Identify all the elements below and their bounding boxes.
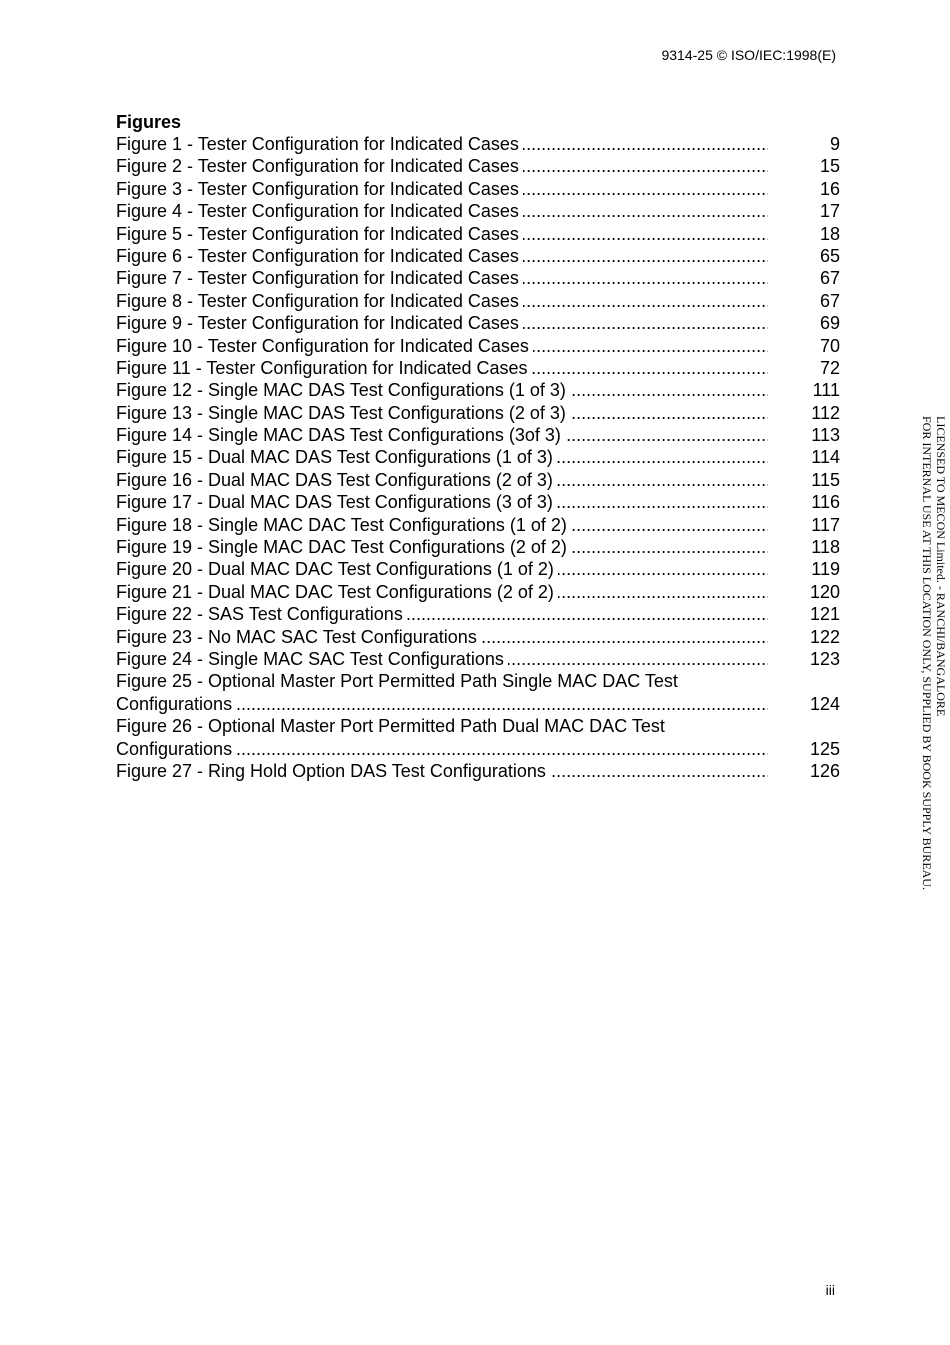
toc-entries <box>116 133 840 782</box>
toc-entry-leader <box>116 312 768 334</box>
toc-title: Figures <box>116 112 182 132</box>
toc-entry[interactable] <box>116 603 840 625</box>
toc-entry[interactable] <box>116 245 840 267</box>
toc-entry-leader <box>116 760 768 782</box>
toc-entry-page-number: 67 <box>819 268 840 289</box>
toc-entry[interactable] <box>116 670 840 715</box>
toc-entry-page-number: 17 <box>819 201 840 222</box>
toc-entry-title: Figure 22 - SAS Test Configurations <box>116 604 407 624</box>
toc-entry-page-number: 65 <box>819 245 840 266</box>
toc-entry[interactable] <box>116 648 840 670</box>
toc-entry-page-number: 117 <box>811 514 840 535</box>
toc-entry[interactable] <box>116 379 840 401</box>
toc-entry-page-number: 18 <box>819 223 840 244</box>
toc-entry-title: Figure 14 - Single MAC DAS Test Configurations (3of 3) <box>116 425 565 445</box>
toc-entry-page-number: 119 <box>811 559 840 580</box>
toc-entry-title: Figure 10 - Tester Configuration for Indicated Cases <box>116 336 533 356</box>
toc-entry-page-number: 121 <box>809 604 840 625</box>
toc-entry-leader <box>116 603 768 625</box>
toc-entry-leader <box>116 267 768 289</box>
toc-entry-page-number: 113 <box>811 425 840 446</box>
toc-entry[interactable] <box>116 760 840 782</box>
toc-entry-title: Figure 3 - Tester Configuration for Indicated Cases <box>116 179 523 199</box>
toc-entry-leader <box>116 738 768 760</box>
toc-entry-leader <box>116 133 768 155</box>
toc-entry-title: Figure 13 - Single MAC DAS Test Configurations (2 of 3) <box>116 403 570 423</box>
toc-entry-leader <box>116 155 768 177</box>
toc-entry-page-number: 116 <box>811 492 840 513</box>
toc-entry[interactable] <box>116 558 840 580</box>
toc-entry-page-number: 72 <box>819 357 840 378</box>
toc-entry-title: Figure 8 - Tester Configuration for Indicated Cases <box>116 291 523 311</box>
running-header: 9314-25 © ISO/IEC:1998(E) <box>661 47 836 63</box>
toc-entry-title: Figure 17 - Dual MAC DAS Test Configurations (3 of 3) <box>116 492 557 512</box>
toc-entry-leader <box>116 693 768 715</box>
toc-entry[interactable] <box>116 357 840 379</box>
toc-entry-page-number: 70 <box>819 335 840 356</box>
toc-entry-title: Figure 21 - Dual MAC DAC Test Configurations (2 of 2) <box>116 582 558 602</box>
toc-entry-title: Figure 4 - Tester Configuration for Indicated Cases <box>116 201 523 221</box>
toc-entry[interactable] <box>116 155 840 177</box>
toc-entry-title: Figure 2 - Tester Configuration for Indicated Cases <box>116 156 523 176</box>
toc-entry-title: Figure 5 - Tester Configuration for Indicated Cases <box>116 224 523 244</box>
page-number: iii <box>825 1282 835 1298</box>
toc-entry-title: Figure 20 - Dual MAC DAC Test Configurations (1 of 2) <box>116 559 558 579</box>
toc-entry-page-number: 124 <box>809 693 840 714</box>
toc-entry[interactable] <box>116 536 840 558</box>
toc-entry-title-continued: Configurations <box>116 739 236 759</box>
toc-entry-title: Figure 9 - Tester Configuration for Indicated Cases <box>116 313 523 333</box>
toc-entry-page-number: 122 <box>809 626 840 647</box>
toc-entry-page-number: 123 <box>809 648 840 669</box>
toc-entry-page-number: 120 <box>809 581 840 602</box>
toc-entry[interactable] <box>116 312 840 334</box>
toc-entry-leader <box>116 290 768 312</box>
toc-entry[interactable] <box>116 335 840 357</box>
toc-entry[interactable] <box>116 581 840 603</box>
toc-entry-page-number: 115 <box>811 469 840 490</box>
toc-entry[interactable] <box>116 446 840 468</box>
toc-entry-page-number: 111 <box>812 380 840 401</box>
toc-entry-leader <box>116 469 768 491</box>
toc-entry[interactable] <box>116 491 840 513</box>
toc-entry-title: Figure 12 - Single MAC DAS Test Configurations (1 of 3) <box>116 380 570 400</box>
toc-entry-leader <box>116 536 768 558</box>
toc-entry-leader <box>116 335 768 357</box>
toc-entry-page-number: 126 <box>809 760 840 781</box>
license-watermark <box>918 416 948 936</box>
toc-entry-leader <box>116 491 768 513</box>
toc-entry-page-number: 112 <box>811 402 840 423</box>
toc-entry[interactable] <box>116 290 840 312</box>
toc-entry[interactable] <box>116 200 840 222</box>
toc-entry[interactable] <box>116 514 840 536</box>
toc-entry[interactable] <box>116 223 840 245</box>
toc-entry[interactable] <box>116 469 840 491</box>
toc-entry-leader <box>116 402 768 424</box>
toc-entry[interactable] <box>116 133 840 155</box>
license-line-2: FOR INTERNAL USE AT THIS LOCATION ONLY, SUPPLIED BY BOOK SUPPLY BUREAU. <box>920 416 934 890</box>
toc-entry[interactable] <box>116 626 840 648</box>
toc-entry-leader <box>116 514 768 536</box>
toc-entry[interactable] <box>116 267 840 289</box>
toc-entry-title: Figure 27 - Ring Hold Option DAS Test Configurations <box>116 761 550 781</box>
toc-entry-page-number: 114 <box>811 447 840 468</box>
toc-entry-title: Figure 15 - Dual MAC DAS Test Configurations (1 of 3) <box>116 447 557 467</box>
toc-entry-page-number: 16 <box>819 178 840 199</box>
toc-entry-title: Figure 7 - Tester Configuration for Indicated Cases <box>116 268 523 288</box>
toc-entry-page-number: 125 <box>809 738 840 759</box>
toc-entry-title: Figure 18 - Single MAC DAC Test Configurations (1 of 2) <box>116 515 571 535</box>
toc-entry-page-number: 69 <box>819 313 840 334</box>
toc-entry[interactable] <box>116 178 840 200</box>
toc-entry-leader <box>116 379 768 401</box>
toc-entry[interactable] <box>116 402 840 424</box>
toc-entry-leader <box>116 178 768 200</box>
toc-entry-leader <box>116 424 768 446</box>
toc-entry-leader <box>116 223 768 245</box>
toc-entry-title: Figure 26 - Optional Master Port Permitted Path Dual MAC DAC Test <box>116 716 665 737</box>
toc-entry-title: Figure 11 - Tester Configuration for Indicated Cases <box>116 358 532 378</box>
toc-entry-title: Figure 19 - Single MAC DAC Test Configurations (2 of 2) <box>116 537 571 557</box>
toc-entry-leader <box>116 581 768 603</box>
toc-entry[interactable] <box>116 424 840 446</box>
toc-entry[interactable] <box>116 715 840 760</box>
list-of-figures <box>116 111 840 782</box>
toc-entry-title: Figure 25 - Optional Master Port Permitted Path Single MAC DAC Test <box>116 671 678 692</box>
toc-entry-title: Figure 23 - No MAC SAC Test Configurations <box>116 627 481 647</box>
toc-entry-title: Figure 6 - Tester Configuration for Indicated Cases <box>116 246 523 266</box>
toc-entry-leader <box>116 648 768 670</box>
toc-entry-page-number: 118 <box>811 537 840 558</box>
toc-entry-leader <box>116 558 768 580</box>
toc-entry-title: Figure 16 - Dual MAC DAS Test Configurations (2 of 3) <box>116 470 557 490</box>
toc-entry-title: Figure 24 - Single MAC SAC Test Configurations <box>116 649 508 669</box>
toc-entry-leader <box>116 446 768 468</box>
toc-entry-leader <box>116 626 768 648</box>
toc-entry-leader <box>116 245 768 267</box>
toc-entry-leader <box>116 357 768 379</box>
toc-entry-title-continued: Configurations <box>116 694 236 714</box>
toc-entry-page-number: 9 <box>829 134 840 154</box>
toc-entry-title: Figure 1 - Tester Configuration for Indicated Cases <box>116 134 523 154</box>
toc-entry-page-number: 67 <box>819 290 840 311</box>
toc-entry-page-number: 15 <box>819 156 840 177</box>
license-line-1: LICENSED TO MECON Limited. - RANCHI/BANGALORE <box>934 416 948 717</box>
toc-entry-leader <box>116 200 768 222</box>
